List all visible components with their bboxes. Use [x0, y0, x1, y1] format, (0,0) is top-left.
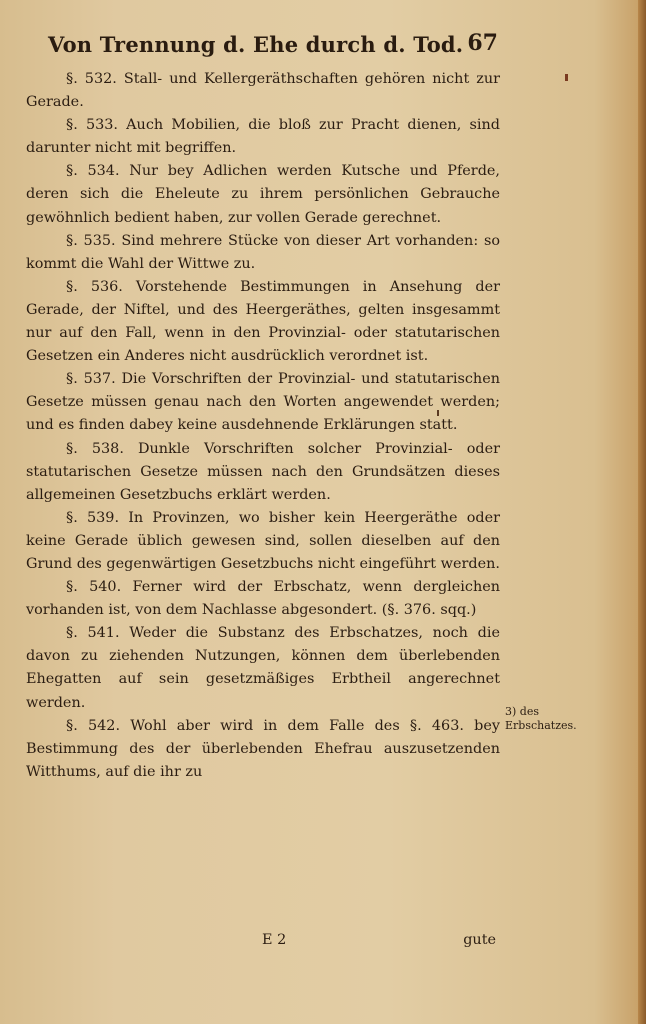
paragraph-535: §. 535. Sind mehrere Stücke von dieser Art vorhanden: so kommt die Wahl der Wittwe zu. [26, 232, 500, 272]
catchword: gute [463, 932, 496, 948]
paragraph-537: §. 537. Die Vorschriften der Provinzial- und statutarischen Gesetze müssen genau nach den Worten angewendet werden; und es finden dabey keine ausdehnende Erklärungen statt. [26, 371, 500, 434]
paragraph-538: §. 538. Dunkle Vorschriften solcher Provinzial- oder statutarischen Gesetze müssen nach den Grundsätzen dieses allgemeinen Gesetzbuchs erklärt werden. [26, 440, 500, 503]
paragraph-536: §. 536. Vorstehende Bestimmungen in Ansehung der Gerade, der Niftel, und des Heergeräthes, gelten insgesammt nur auf den Fall, wenn in den Provinzial- oder statutarischen Gesetzen ein Anderes nicht ausdrücklich verordnet ist. [26, 278, 500, 365]
paragraph-539: §. 539. In Provinzen, wo bisher kein Heergeräthe oder keine Gerade üblich gewesen sind, sollen dieselben auf den Grund des gegenwärtigen Gesetzbuchs nicht eingeführt werden. [26, 509, 500, 572]
text-body [26, 68, 500, 784]
paragraph-534: §. 534. Nur bey Adlichen werden Kutsche und Pferde, deren sich die Eheleute zu ihrem persönlichen Gebrauche gewöhnlich bedient haben, zur vollen Gerade gerechnet. [26, 163, 500, 226]
paragraph-542: §. 542. Wohl aber wird in dem Falle des §. 463. bey Bestimmung des der überlebenden Ehefrau auszusetzenden Witthums, auf die ihr zu [26, 717, 500, 780]
ink-speck [437, 410, 439, 416]
ink-speck [565, 74, 568, 81]
signature-mark: E 2 [262, 932, 287, 948]
running-header [48, 30, 498, 60]
paragraph-533: §. 533. Auch Mobilien, die bloß zur Pracht dienen, sind darunter nicht mit begriffen. [26, 117, 500, 157]
paragraph-532: §. 532. Stall- und Kellergeräthschaften gehören nicht zur Gerade. [26, 71, 500, 111]
page-edge [638, 0, 646, 1024]
paragraph-540: §. 540. Ferner wird der Erbschatz, wenn dergleichen vorhanden ist, von dem Nachlasse abgesondert. (§. 376. sqq.) [26, 579, 500, 619]
running-title: Von Trennung d. Ehe durch d. Tod. [48, 32, 464, 57]
margin-note: 3) des Erbschatzes. [505, 705, 577, 732]
page-number: 67 [467, 30, 498, 56]
page-footer [0, 932, 500, 956]
paragraph-541: §. 541. Weder die Substanz des Erbschatzes, noch die davon zu ziehenden Nutzungen, können dem überlebenden Ehegatten auf sein gesetzmäßiges Erbtheil angerechnet werden. [26, 625, 500, 711]
